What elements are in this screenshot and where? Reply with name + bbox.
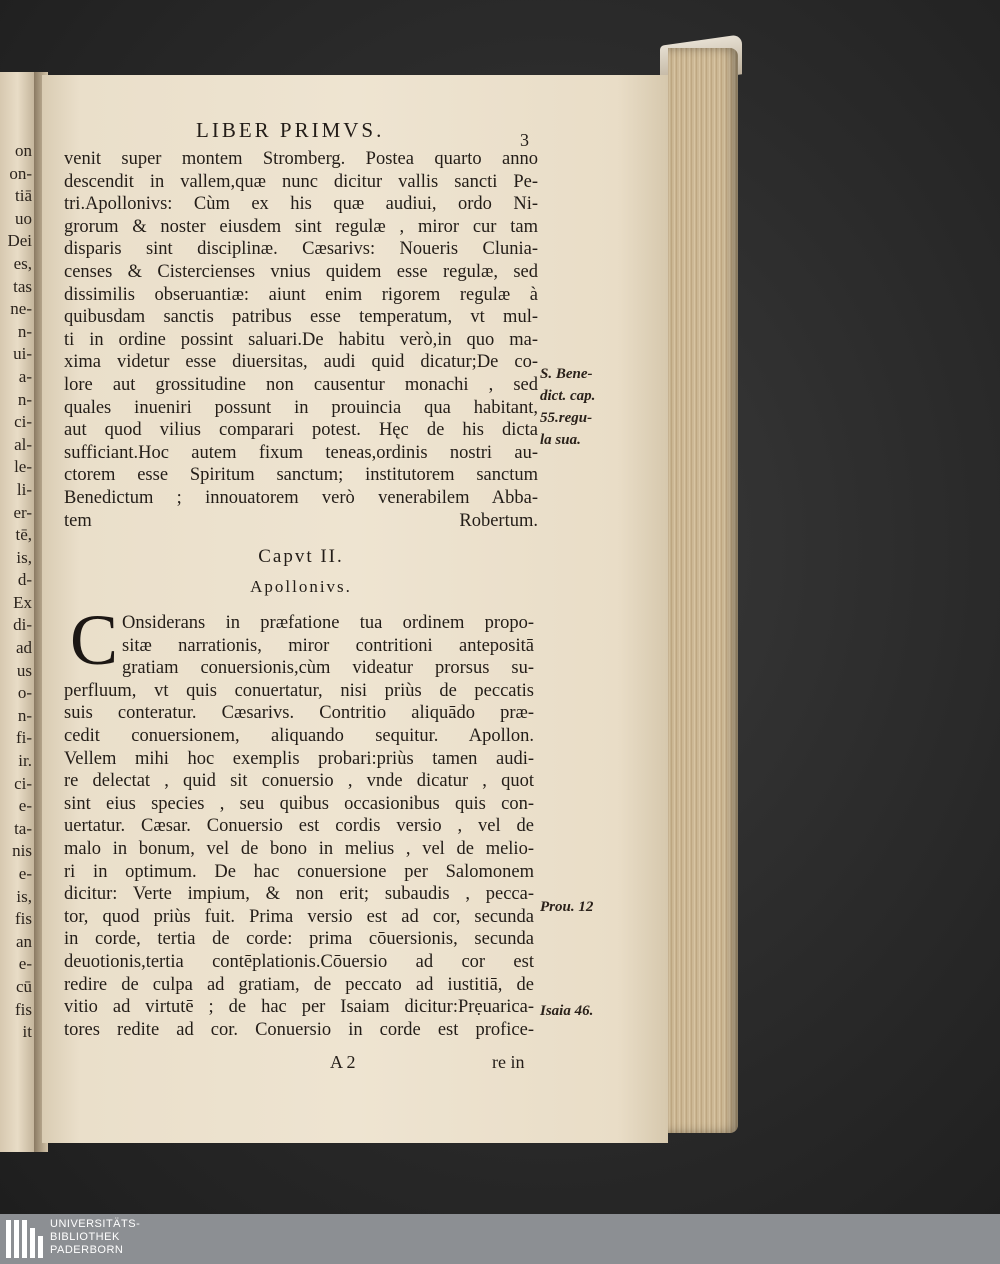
left-fragment: di-	[13, 615, 32, 635]
text-line: malo in bonum, vel de bono in melius , vel de melio-	[64, 838, 534, 859]
left-fragment: us	[16, 660, 32, 680]
left-fragment: le-	[14, 457, 32, 477]
chapter-text	[64, 612, 534, 1041]
folio-number: 3	[520, 130, 529, 150]
left-fragment: on	[15, 141, 32, 160]
text-line: aut quod vilius comparari potest. Hęc de his dicta	[64, 420, 538, 441]
left-fragment: fis	[15, 999, 32, 1019]
text-line: tores redite ad cor. Conuersio in corde est profice-	[64, 1019, 534, 1040]
marginal-note-isaiah: Isaia 46.	[540, 1003, 594, 1019]
left-fragment: an	[15, 931, 32, 951]
text-line: censes & Cistercienses vnius quidem esse regulæ, sed	[64, 261, 538, 282]
text-line: cedit conuersionem, aliquando sequitur. Apollon.	[64, 725, 534, 746]
text-line: Benedictum ; innouatorem verò venerabilem Abba-	[64, 487, 538, 508]
left-fragment: e-	[18, 864, 32, 883]
text-line: ri in optimum. De hac conuersione per Salomonem	[64, 861, 534, 882]
left-fragment: ui-	[13, 344, 32, 364]
text-line: vitio ad virtutē ; de hac per Isaiam dicitur:Prẹuarica-	[64, 997, 534, 1018]
body-text	[64, 148, 538, 532]
signature-mark: A 2	[330, 1052, 356, 1072]
text-line: sufficiant.Hoc autem fixum teneas,ordinis nostri au-	[64, 442, 538, 463]
left-fragment: uo	[15, 208, 32, 228]
text-line: Onsiderans in præfatione tua ordinem propo-	[122, 613, 534, 633]
marginal-note-line: 55.regu-	[540, 410, 593, 426]
catchword: re in	[492, 1052, 525, 1072]
text-line: dissimilis obseruantiæ: aiunt enim rigorem regulæ à	[64, 284, 538, 305]
text-line: tri.Apollonivs: Cùm ex his quæ audiui, ordo Ni-	[64, 194, 538, 215]
drop-cap: C	[70, 600, 119, 680]
left-fragment: Ex	[13, 592, 32, 612]
text-line: redire de culpa ad gratiam, de peccato ad iustitiā, de	[64, 974, 534, 995]
marginal-note-proverbs: Prou. 12	[540, 899, 594, 915]
text-line: grorum & noster eiusdem sint regulæ , miror cur tam	[64, 216, 538, 237]
left-fragment: tiā	[15, 186, 32, 206]
left-fragment: ci-	[14, 773, 32, 793]
text-line: xima videtur esse diuersitas, audi quid dicatur;De co-	[64, 352, 538, 373]
text-line: uertatur. Cæsar. Conuersio est cordis versio , vel de	[64, 816, 534, 837]
text-line: Vellem mihi hoc exemplis probari:priùs tamen audi-	[64, 748, 534, 769]
text-line: perfluum, vt quis conuertatur, nisi priùs de peccatis	[64, 680, 534, 701]
left-fragment: ta-	[14, 818, 32, 838]
text-line: sint eius species , seu quibus occasionibus quis con-	[64, 793, 534, 814]
left-fragment: nis	[12, 841, 32, 861]
left-fragment: tas	[13, 276, 32, 296]
text-line: disparis sint disciplinæ. Cæsarivs: Noueris Clunia-	[64, 239, 538, 260]
left-fragment: ir.	[18, 751, 32, 771]
text-line: ti in ordine possint saluari.De habitu verò,in quo ma-	[64, 329, 538, 350]
left-fragment: n-	[17, 321, 32, 341]
text-line: lore aut grossitudine non causentur monachi , sed	[64, 374, 538, 395]
left-fragment: ci-	[14, 412, 32, 432]
text-line: in corde, tertia de corde: prima cōuersionis, secunda	[64, 929, 534, 950]
left-fragment: a-	[18, 366, 32, 386]
left-fragment: n-	[17, 389, 32, 409]
left-fragment: cū	[15, 976, 32, 996]
text-line: deuotionis,tertia contēplationis.Cōuersio ad cor est	[64, 951, 534, 972]
left-fragment: ad	[15, 638, 32, 658]
library-name-line: UNIVERSITÄTS-	[50, 1218, 141, 1230]
text-line: re delectat , quid sit conuersio , vnde dicatur , quot	[64, 771, 534, 792]
running-head: LIBER PRIMVS.	[196, 118, 385, 142]
text-line: venit super montem Stromberg. Postea quarto anno	[64, 149, 538, 169]
text-line: descendit in vallem,quæ nunc dicitur vallis sancti Pe-	[64, 171, 538, 192]
text-line: gratiam conuersionis,cùm videatur prorsus su-	[122, 658, 534, 679]
left-fragment: it	[22, 1022, 32, 1042]
left-fragment: ne-	[10, 299, 32, 319]
left-fragment: fis	[15, 909, 32, 929]
page-block-edges	[668, 48, 738, 1133]
marginal-note-line: S. Bene-	[540, 366, 593, 382]
text-line: quibusdam sanctis patribus esse temperatum, vt mul-	[64, 307, 538, 328]
left-fragment: Dei	[7, 231, 32, 251]
left-fragment: es,	[13, 253, 32, 273]
left-fragment: n-	[17, 705, 32, 725]
left-fragment: tē,	[15, 525, 32, 545]
marginal-note-benedict	[540, 363, 630, 451]
text-line: sitæ narrationis, miror contritioni antepositā	[122, 635, 534, 656]
left-fragment: is,	[16, 547, 32, 567]
left-fragment: e-	[18, 796, 32, 816]
text-line: tem Robertum.	[64, 510, 538, 531]
speaker-heading: Apollonivs.	[250, 577, 352, 596]
left-fragment: fi-	[15, 728, 32, 748]
text-line: suis conteratur. Cæsarivs. Contritio aliquādo præ-	[64, 703, 534, 724]
left-fragment: al-	[14, 434, 32, 454]
left-fragment: on-	[9, 163, 32, 183]
library-name-line: BIBLIOTHEK	[50, 1231, 120, 1243]
left-fragment: er-	[13, 502, 32, 522]
library-logo-icon	[6, 1220, 44, 1258]
text-line: dicitur: Verte impium, & non erit; subaudis , pecca-	[64, 884, 534, 905]
text-line: quales inueniri possunt in prouincia qua habitant,	[64, 397, 538, 418]
marginal-note-line: la sua.	[540, 432, 581, 448]
left-fragment: e-	[18, 954, 32, 974]
chapter-heading: Capvt II.	[258, 546, 344, 567]
left-page-fragments	[0, 140, 34, 1044]
library-name	[50, 1218, 140, 1257]
left-fragment: li-	[16, 479, 32, 499]
left-fragment: is,	[16, 886, 32, 906]
library-name-line: PADERBORN	[50, 1244, 124, 1256]
left-fragment: d-	[17, 570, 32, 590]
text-line: ctorem esse Spiritum sanctum; institutorem sanctum	[64, 465, 538, 486]
text-line: tor, quod priùs fuit. Prima versio est ad cor, secunda	[64, 906, 534, 927]
left-fragment: o-	[17, 683, 32, 703]
library-footer-bar	[0, 1214, 1000, 1264]
marginal-note-line: dict. cap.	[540, 388, 596, 404]
